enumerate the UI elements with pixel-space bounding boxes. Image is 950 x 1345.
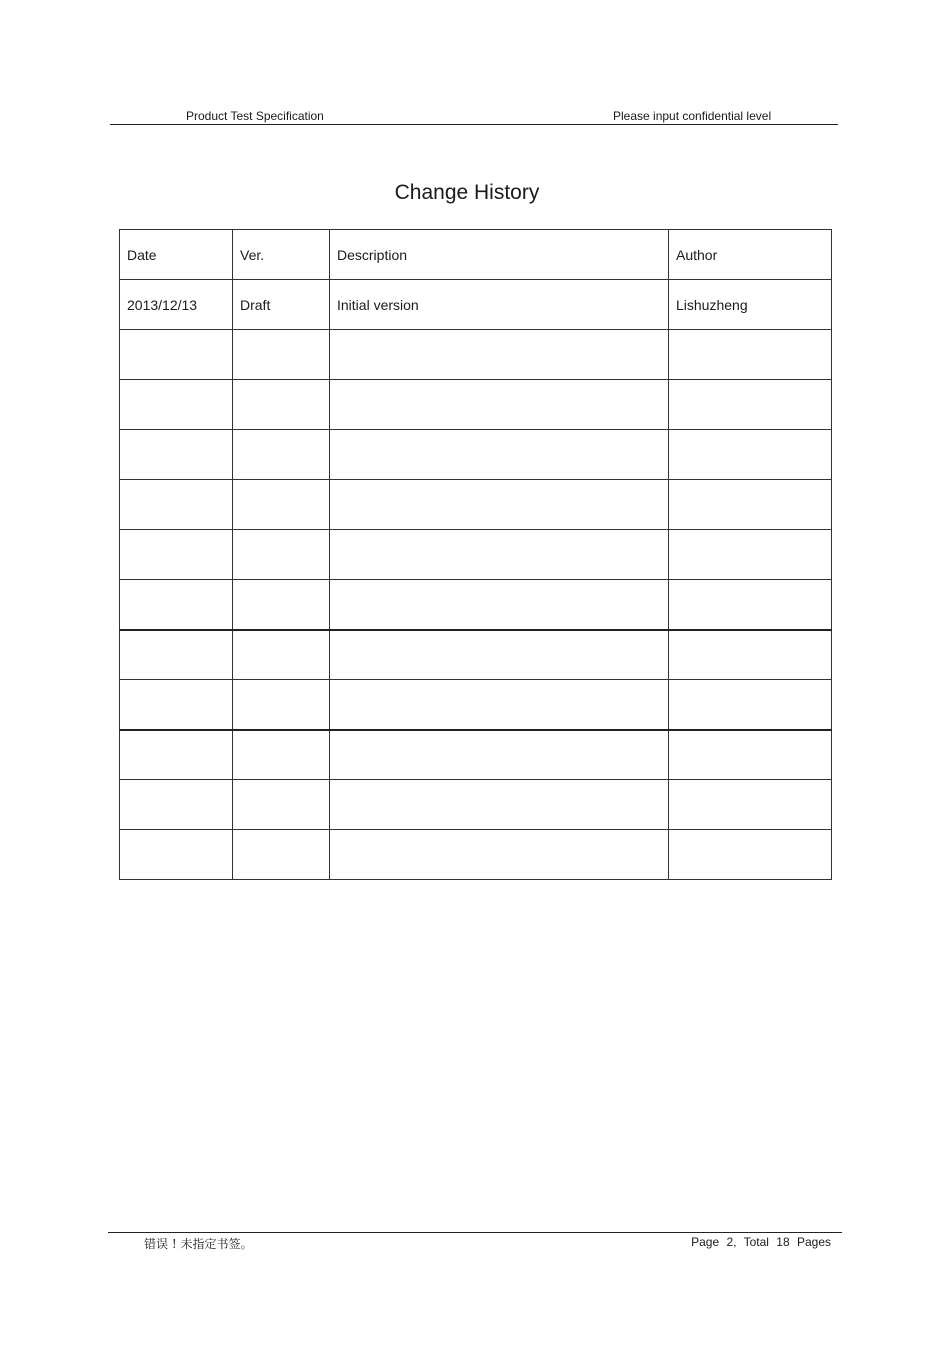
- table-cell-version: [233, 730, 330, 780]
- table-row: [120, 580, 832, 630]
- table-cell-description: [330, 680, 669, 730]
- table-cell-author: [669, 580, 832, 630]
- table-row: [120, 780, 832, 830]
- table-cell-version: [233, 380, 330, 430]
- table-cell-date: [120, 580, 233, 630]
- table-cell-version: [233, 330, 330, 380]
- table-row: [120, 830, 832, 880]
- table-cell-date: [120, 480, 233, 530]
- table-cell-date: [120, 830, 233, 880]
- table-cell-author: [669, 730, 832, 780]
- table-cell-author: [669, 830, 832, 880]
- table-cell-description: [330, 530, 669, 580]
- page-footer: [108, 1232, 842, 1251]
- table-cell-author: [669, 680, 832, 730]
- table-cell-author: [669, 530, 832, 580]
- footer-bookmark-error: 错误 ! 未指定书签。: [144, 1237, 253, 1251]
- table-cell-version: [233, 580, 330, 630]
- table-cell-version: [233, 780, 330, 830]
- table-row: [120, 530, 832, 580]
- footer-page-info: Page 2, Total 18 Pages: [691, 1235, 831, 1249]
- table-cell-date: [120, 630, 233, 680]
- table-cell-description: [330, 780, 669, 830]
- table-header-row: [120, 230, 832, 280]
- table-cell-author: [669, 630, 832, 680]
- table-cell-description: [330, 830, 669, 880]
- table-cell-description: Initial version: [330, 280, 669, 330]
- table-cell-version: [233, 830, 330, 880]
- table-row: [120, 630, 832, 680]
- table-cell-description: [330, 630, 669, 680]
- table-cell-author: [669, 380, 832, 430]
- table-cell-date: [120, 430, 233, 480]
- table-cell-description: [330, 580, 669, 630]
- table-row: [120, 430, 832, 480]
- table-cell-author: [669, 480, 832, 530]
- header-document-title: Product Test Specification: [186, 109, 324, 123]
- table-cell-description: [330, 330, 669, 380]
- column-header-description: Description: [330, 230, 669, 280]
- table-cell-version: [233, 530, 330, 580]
- table-row: [120, 330, 832, 380]
- header-confidential-level: Please input confidential level: [613, 109, 772, 123]
- table-cell-version: [233, 480, 330, 530]
- table-cell-date: [120, 780, 233, 830]
- table-cell-author: [669, 330, 832, 380]
- table-cell-author: [669, 430, 832, 480]
- table-cell-author: [669, 780, 832, 830]
- page-title: Change History: [394, 181, 540, 204]
- table-cell-date: [120, 730, 233, 780]
- table-cell-version: Draft: [233, 280, 330, 330]
- table-row: [120, 730, 832, 780]
- table-cell-description: [330, 730, 669, 780]
- table-cell-description: [330, 380, 669, 430]
- table-cell-version: [233, 630, 330, 680]
- table-cell-description: [330, 480, 669, 530]
- table-cell-version: [233, 680, 330, 730]
- column-header-version: Ver.: [233, 230, 330, 280]
- column-header-author: Author: [669, 230, 832, 280]
- table-row: [120, 280, 832, 330]
- table-row: [120, 380, 832, 430]
- table-cell-author: Lishuzheng: [669, 280, 832, 330]
- change-history-table: [119, 229, 832, 880]
- table-row: [120, 480, 832, 530]
- table-row: [120, 680, 832, 730]
- table-cell-date: [120, 530, 233, 580]
- table-cell-version: [233, 430, 330, 480]
- table-cell-date: [120, 380, 233, 430]
- table-cell-date: 2013/12/13: [120, 280, 233, 330]
- table-cell-description: [330, 430, 669, 480]
- page-header: [110, 108, 838, 125]
- table-cell-date: [120, 330, 233, 380]
- table-cell-date: [120, 680, 233, 730]
- column-header-date: Date: [120, 230, 233, 280]
